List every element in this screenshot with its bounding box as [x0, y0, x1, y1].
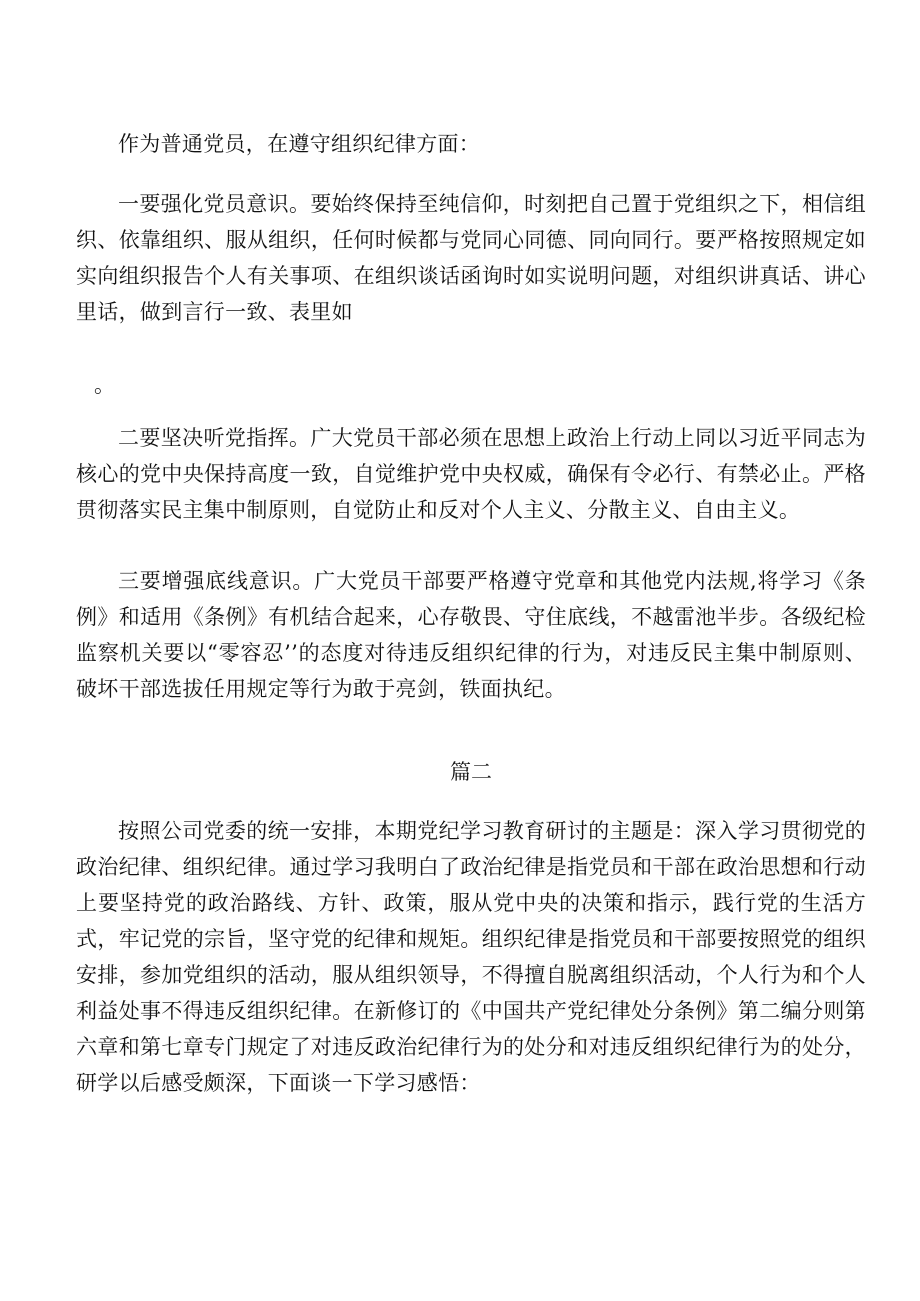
document-page: [76, 0, 866, 1301]
point3-paragraph: 三要增强底线意识。广大党员干部要严格遵守党章和其他党内法规,将学习《条例》和适用《条例》有机结合起来，心存敬畏、守住底线，不越雷池半步。各级纪检监察机关要以“零容忍’’的态度对待违反组织纪律的行为，对违反民主集中制原则、破坏干部选拔任用规定等行为敢于亮剑，铁面执纪。: [76, 569, 866, 701]
point1-tail: 。: [94, 373, 116, 397]
section2-title: 篇二: [450, 760, 492, 784]
intro-paragraph: 作为普通党员，在遵守组织纪律方面：: [118, 132, 481, 156]
point2-paragraph: 二要坚决听党指挥。广大党员干部必须在思想上政治上行动上同以习近平同志为核心的党中央保持高度一致，自觉维护党中央权威，确保有令必行、有禁必止。严格贯彻落实民主集中制原则，自觉防止和反对个人主义、分散主义、自由主义。: [76, 426, 866, 522]
point1-paragraph: 一要强化党员意识。要始终保持至纯信仰，时刻把自己置于党组织之下，相信组织、依靠组织、服从组织，任何时候都与党同心同德、同向同行。要严格按照规定如实向组织报告个人有关事项、在组织谈话函询时如实说明问题，对组织讲真话、讲心里话，做到言行一致、表里如: [76, 192, 866, 324]
section2-paragraph: 按照公司党委的统一安排，本期党纪学习教育研讨的主题是：深入学习贯彻党的政治纪律、组织纪律。通过学习我明白了政治纪律是指党员和干部在政治思想和行动上要坚持党的政治路线、方针、政策，服从党中央的决策和指示，践行党的生活方式，牢记党的宗旨，坚守党的纪律和规矩。组织纪律是指党员和干部要按照党的组织安排，参加党组织的活动，服从组织领导，不得擅自脱离组织活动，个人行为和个人利益处事不得违反组织纪律。在新修订的《中国共产党纪律处分条例》第二编分则第六章和第七章专门规定了对违反政治纪律行为的处分和对违反组织纪律行为的处分，研学以后感受颇深，下面谈一下学习感悟：: [76, 819, 866, 1095]
